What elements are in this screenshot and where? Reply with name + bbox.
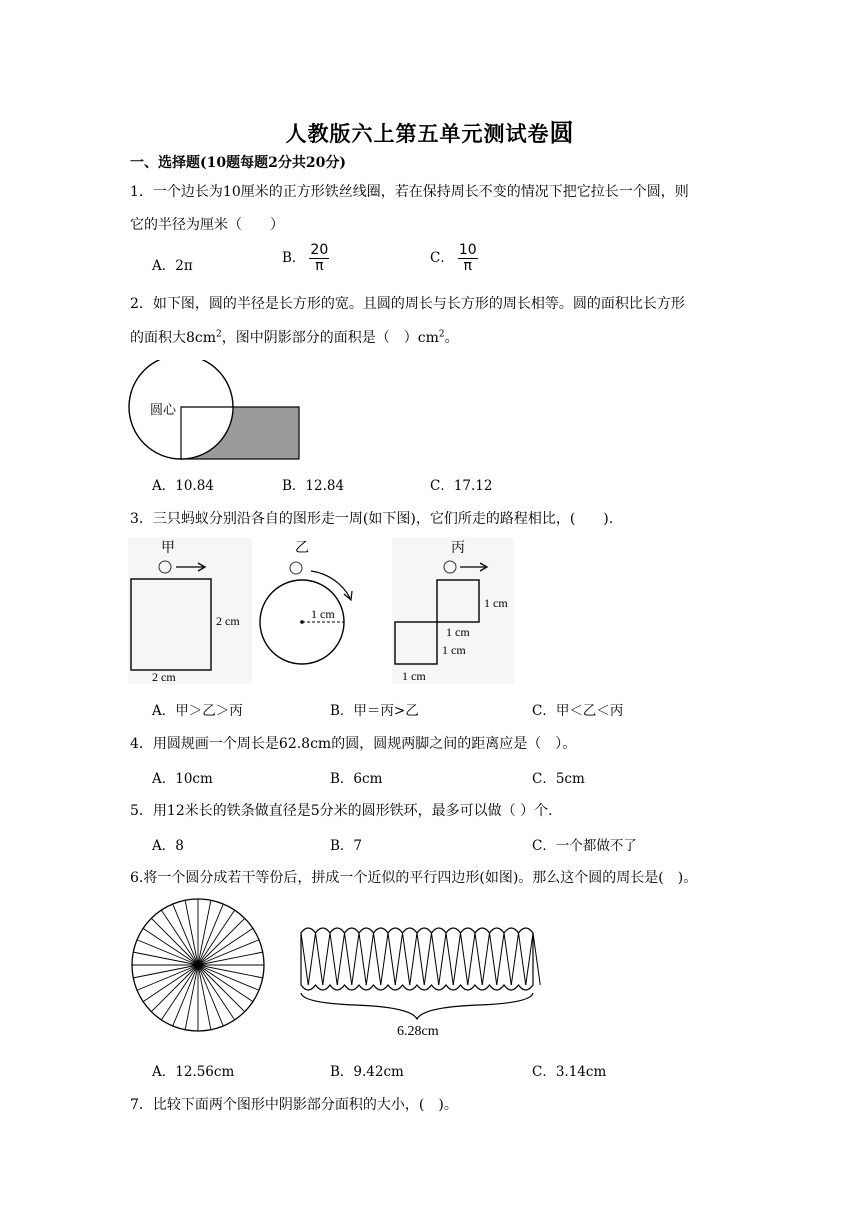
sector-edge <box>490 933 497 985</box>
jia-side-label: 2 cm <box>216 614 240 628</box>
section-heading: 一、选择题(10题每题2分共20分) <box>130 155 346 171</box>
question-6-line-1: 6.将一个圆分成若干等份后，拼成一个近似的平行四边形(如图)。那么这个圆的周长是( )。 <box>130 870 698 886</box>
sector-edge <box>424 933 431 985</box>
q6-parallelogram-figure <box>295 915 545 1040</box>
jia-background <box>128 538 252 684</box>
jia-bottom-label: 2 cm <box>152 670 176 684</box>
q6-option-c: C．3.14cm <box>532 1064 607 1080</box>
yi-circle-group <box>260 541 352 664</box>
sector-edge <box>388 933 395 985</box>
sector-edge <box>432 933 439 985</box>
q6-option-b: B．9.42cm <box>330 1064 404 1080</box>
sector-edge <box>374 933 381 985</box>
question-7-line-1: 7．比较下面两个图形中阴影部分面积的大小，( )。 <box>130 1097 458 1113</box>
bing-label: 丙 <box>451 541 465 556</box>
sector-edge <box>395 933 402 985</box>
sector-edge <box>533 933 540 985</box>
sector-edge <box>468 933 475 985</box>
jia-square-group <box>128 538 252 684</box>
q5-option-a: A．8 <box>152 838 184 854</box>
yi-label: 乙 <box>295 541 309 556</box>
question-5-line-1: 5．用12米长的铁条做直径是5分米的圆形铁环，最多可以做（ ）个. <box>130 803 553 819</box>
sector-edge <box>410 933 417 985</box>
q2-option-c: C．17.12 <box>430 478 493 494</box>
q1-option-c-fraction: $\frac{10}{\pi}$ <box>458 242 477 274</box>
q3-option-a: A．甲＞乙＞丙 <box>152 703 243 719</box>
bing-bottom-label: 1 cm <box>402 669 426 683</box>
sector-edge <box>504 933 511 985</box>
jia-label: 甲 <box>161 541 175 556</box>
q2-option-b: B．12.84 <box>282 478 345 494</box>
sector-edge <box>381 933 388 985</box>
question-3-line-1: 3．三只蚂蚁分别沿各自的图形走一周(如下图)，它们所走的路程相比，( ). <box>130 511 614 527</box>
q4-option-c: C．5cm <box>532 771 585 787</box>
q3-option-b: B．甲＝丙>乙 <box>330 703 419 719</box>
title-last-char: 圆 <box>549 118 575 147</box>
sector-edge <box>511 933 518 985</box>
question-2-line-1: 2．如下图，圆的半径是长方形的宽。且圆的周长与长方形的周长相等。圆的面积比长方形 <box>130 296 685 312</box>
q6-divided-circle-figure <box>128 895 268 1035</box>
ant-icon <box>290 562 302 574</box>
sector-edge <box>337 933 344 985</box>
sector-edge <box>526 933 533 985</box>
sector-edge <box>308 933 315 985</box>
center-label: 圆心 <box>150 402 177 417</box>
sector-edge <box>366 933 373 985</box>
circle-spokes <box>132 899 264 1031</box>
sector-edge <box>453 933 460 985</box>
parallelogram-outline <box>301 928 533 990</box>
bing-background <box>392 538 514 684</box>
q3-ant-paths-figure <box>128 538 518 686</box>
q4-option-b: B．6cm <box>330 771 383 787</box>
question-1-line-2: 它的半径为厘米（ ） <box>130 217 284 233</box>
sector-edge <box>439 933 446 985</box>
sector-edge <box>359 933 366 985</box>
sector-edge <box>482 933 489 985</box>
q5-option-b: B．7 <box>330 838 363 854</box>
brace-icon <box>301 993 533 1019</box>
q5-option-c: C．一个都做不了 <box>532 838 637 854</box>
q1-option-c: C． $\frac{10}{\pi}$ <box>430 242 477 274</box>
q1-option-a: A．2π <box>152 258 193 274</box>
sector-edge <box>330 933 337 985</box>
base-length-label: 6.28cm <box>397 1024 439 1039</box>
sector-edge <box>323 933 330 985</box>
sector-edge <box>446 933 453 985</box>
q1-option-b: B． $\frac{20}{\pi}$ <box>282 242 329 274</box>
q4-option-a: A．10cm <box>152 771 213 787</box>
q6-option-a: A．12.56cm <box>152 1064 235 1080</box>
sector-edge <box>316 933 323 985</box>
bing-squares-group <box>392 538 514 684</box>
sector-edge <box>519 933 526 985</box>
bing-mid-label-1: 1 cm <box>446 625 470 639</box>
sector-edge <box>352 933 359 985</box>
sector-edge <box>301 933 308 985</box>
bing-mid-label-2: 1 cm <box>442 643 466 657</box>
question-4-line-1: 4．用圆规画一个周长是62.8cm的圆，圆规两脚之间的距离应是（ ）。 <box>130 736 577 752</box>
sector-edge <box>497 933 504 985</box>
yi-radius-label: 1 cm <box>311 607 335 621</box>
page-title: 人教版六上第五单元测试卷圆 <box>285 118 575 147</box>
parallelogram-strips <box>301 928 540 990</box>
question-1-line-1: 1．一个边长为10厘米的正方形铁丝线圈，若在保持周长不变的情况下把它拉长一个圆，则 <box>130 184 689 200</box>
q2-circle-rectangle-figure <box>128 360 308 464</box>
bing-right-label: 1 cm <box>484 596 508 610</box>
sector-edge <box>417 933 424 985</box>
sector-edge <box>345 933 352 985</box>
sector-edge <box>475 933 482 985</box>
sector-edge <box>403 933 410 985</box>
sector-edge <box>461 933 468 985</box>
q3-option-c: C．甲＜乙＜丙 <box>532 703 624 719</box>
question-2-line-2: 的面积大$8cm^2$，图中阴影部分的面积是（ ）$cm^2$。 <box>130 329 459 346</box>
q1-option-b-fraction: $\frac{20}{\pi}$ <box>310 242 329 274</box>
q2-option-a: A．10.84 <box>152 478 214 494</box>
